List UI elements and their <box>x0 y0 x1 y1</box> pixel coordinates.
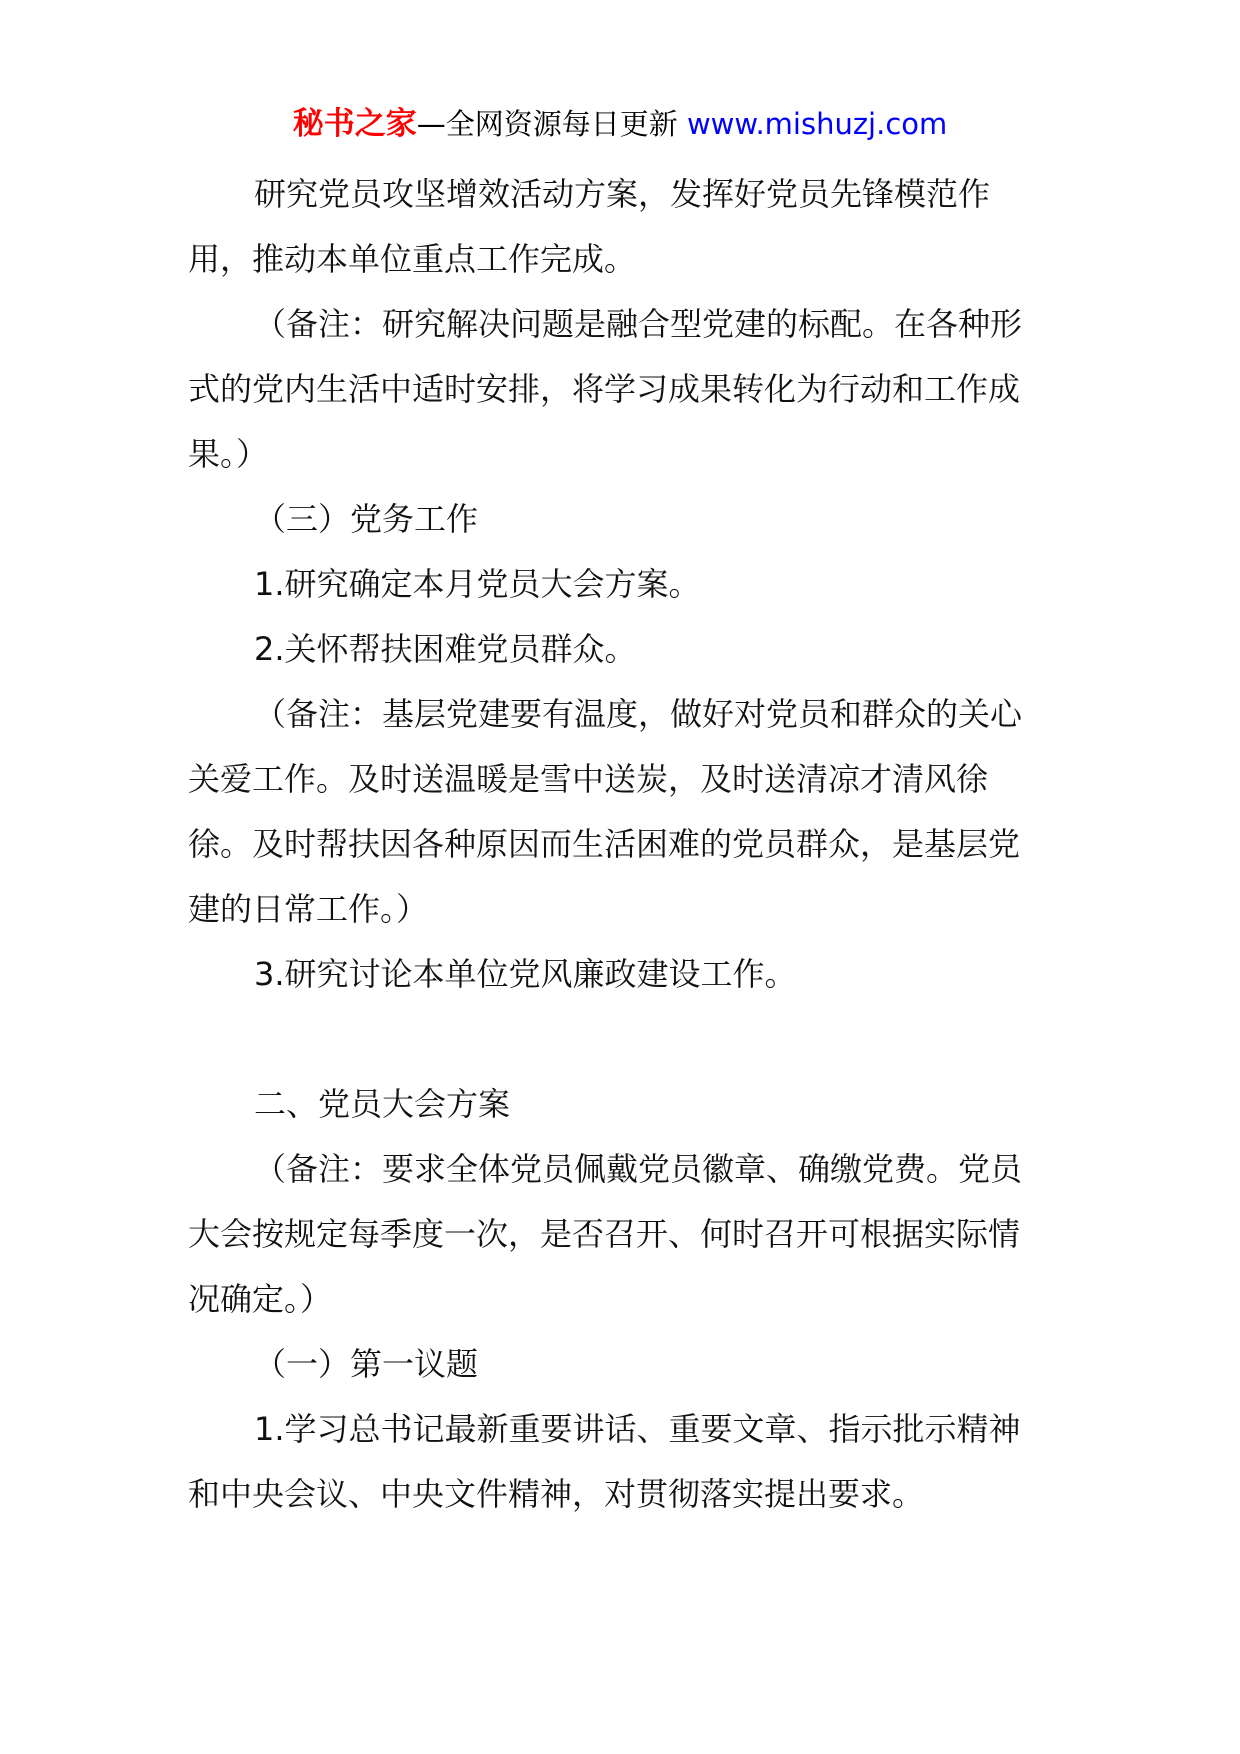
section-heading: 二、党员大会方案 <box>254 1085 511 1123</box>
subsection-heading: （一）第一议题 <box>254 1345 479 1383</box>
list-item: 1.研究确定本月党员大会方案。 <box>254 565 701 603</box>
site-url-link[interactable]: www.mishuzj.com <box>686 107 948 141</box>
list-item: 3.研究讨论本单位党风廉政建设工作。 <box>254 955 797 993</box>
page-header <box>0 104 1240 144</box>
section-heading: （三）党务工作 <box>254 500 479 538</box>
document-body <box>188 162 1028 1527</box>
note-paragraph: （备注：研究解决问题是融合型党建的标配。在各种形式的党内生活中适时安排，将学习成果转化为行动和工作成果。） <box>188 305 1023 473</box>
list-item: 2.关怀帮扶困难党员群众。 <box>254 630 637 668</box>
note-paragraph: （备注：基层党建要有温度，做好对党员和群众的关心关爱工作。及时送温暖是雪中送炭，及时送清凉才清风徐徐。及时帮扶因各种原因而生活困难的党员群众，是基层党建的日常工作。） <box>188 695 1023 928</box>
note-paragraph: （备注：要求全体党员佩戴党员徽章、确缴党费。党员大会按规定每季度一次，是否召开、何时召开可根据实际情况确定。） <box>188 1150 1023 1318</box>
blank-line <box>188 1007 1028 1072</box>
list-item: 1.学习总书记最新重要讲话、重要文章、指示批示精神和中央会议、中央文件精神，对贯彻落实提出要求。 <box>188 1410 1021 1513</box>
header-tagline: —全网资源每日更新 <box>416 107 678 141</box>
brand-name: 秘书之家 <box>292 106 417 142</box>
paragraph: 研究党员攻坚增效活动方案，发挥好党员先锋模范作用，推动本单位重点工作完成。 <box>188 175 991 278</box>
